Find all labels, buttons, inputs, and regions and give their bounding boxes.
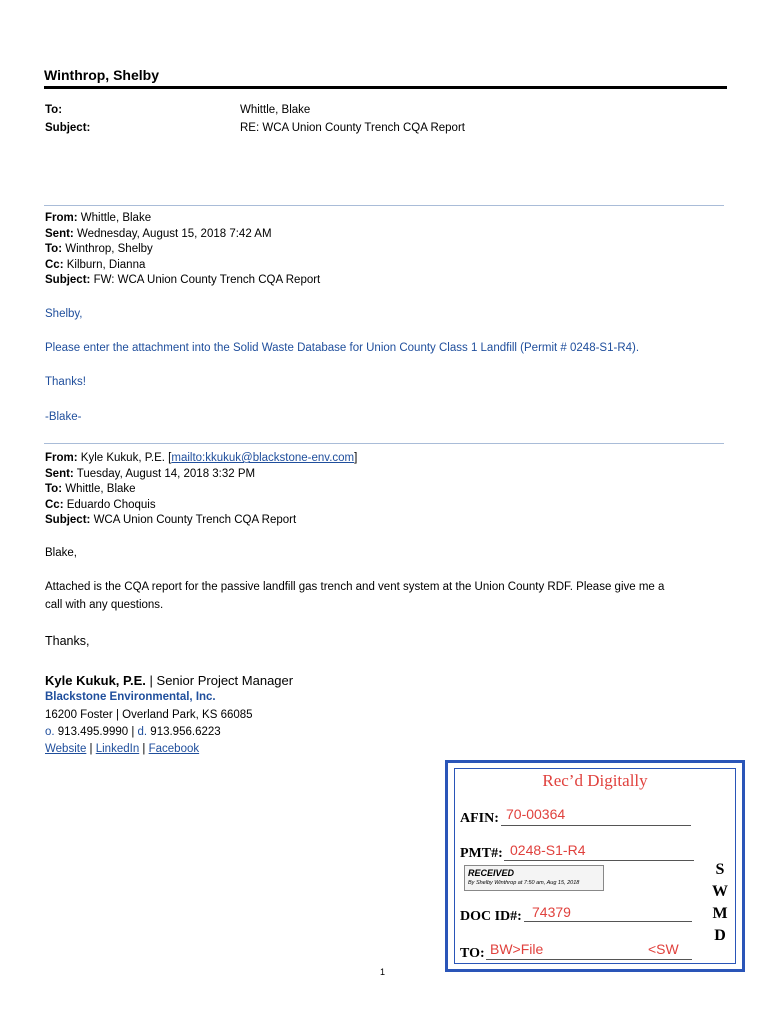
fw-from: Whittle, Blake bbox=[80, 212, 152, 224]
fw-to-label: To: bbox=[45, 243, 63, 255]
orig-cc-label: Cc: bbox=[45, 498, 64, 511]
fw-sent-label: Sent: bbox=[45, 227, 74, 240]
header-rule bbox=[44, 86, 727, 89]
received-box bbox=[464, 865, 604, 891]
divider-original bbox=[44, 443, 724, 444]
orig-sent: Tuesday, August 14, 2018 3:32 PM bbox=[76, 467, 256, 480]
link-sep-1: | bbox=[86, 743, 96, 755]
subject-label: Subject: bbox=[45, 122, 91, 134]
fw-body: Please enter the attachment into the Solid Waste Database for Union County Class 1 Landfill (Permit # 0248-S1-R4). bbox=[45, 342, 640, 354]
stamp-title: Rec’d Digitally bbox=[542, 771, 648, 790]
received-title: RECEIVED bbox=[468, 868, 515, 878]
fw-to: Winthrop, Shelby bbox=[65, 243, 153, 255]
fw-from-label: From: bbox=[45, 212, 78, 224]
orig-body-line1: Attached is the CQA report for the passive landfill gas trench and vent system at the Union County RDF. Please give me a bbox=[45, 581, 665, 593]
swmd-w: W bbox=[712, 883, 728, 900]
orig-from-name: Kyle Kukuk, P.E. [ bbox=[80, 452, 172, 464]
fw-subject-label: Subject: bbox=[45, 274, 91, 286]
website-link[interactable]: Website bbox=[45, 743, 87, 755]
orig-to-label: To: bbox=[45, 483, 63, 495]
page-number: 1 bbox=[380, 967, 386, 977]
pmt-label: PMT#: bbox=[460, 846, 503, 861]
signature-title: | Senior Project Manager bbox=[145, 673, 294, 688]
orig-sent-label: Sent: bbox=[45, 467, 74, 480]
signature-name-line bbox=[45, 673, 293, 688]
fw-greeting: Shelby, bbox=[45, 308, 83, 320]
original-header bbox=[45, 451, 357, 529]
to-value: Whittle, Blake bbox=[240, 104, 311, 116]
forward-header bbox=[45, 211, 320, 289]
orig-cc: Eduardo Choquis bbox=[66, 498, 156, 511]
swmd-d: D bbox=[714, 927, 726, 944]
afin-line bbox=[501, 825, 691, 826]
link-sep-2: | bbox=[139, 743, 149, 755]
to-stamp-label: TO: bbox=[460, 946, 485, 961]
office-label: o. bbox=[45, 726, 55, 738]
pmt-value: 0248-S1-R4 bbox=[510, 842, 586, 858]
docid-label: DOC ID#: bbox=[460, 909, 522, 924]
to-label: To: bbox=[45, 104, 63, 116]
fw-subject: FW: WCA Union County Trench CQA Report bbox=[93, 274, 321, 286]
docid-value: 74379 bbox=[532, 904, 571, 920]
to-stamp-value-2: <SW bbox=[648, 941, 679, 957]
facebook-link[interactable]: Facebook bbox=[148, 743, 200, 755]
orig-mailto-link[interactable]: mailto:kkukuk@blackstone-env.com bbox=[171, 452, 355, 464]
pmt-line bbox=[504, 860, 694, 861]
afin-label: AFIN: bbox=[460, 811, 499, 826]
subject-value: RE: WCA Union County Trench CQA Report bbox=[240, 122, 465, 134]
divider-forward bbox=[44, 205, 724, 206]
orig-from-label: From: bbox=[45, 452, 78, 464]
orig-subject-label: Subject: bbox=[45, 514, 91, 526]
orig-subject: WCA Union County Trench CQA Report bbox=[93, 514, 297, 526]
fw-signoff: -Blake- bbox=[45, 411, 82, 423]
received-sub: By Shelby Winthrop at 7:50 am, Aug 15, 2018 bbox=[468, 880, 580, 886]
signature-company: Blackstone Environmental, Inc. bbox=[45, 691, 216, 703]
signature-address: 16200 Foster | Overland Park, KS 66085 bbox=[45, 709, 253, 721]
direct-label: d. bbox=[137, 726, 148, 738]
fw-thanks: Thanks! bbox=[45, 376, 86, 388]
to-stamp-value: BW>File bbox=[490, 941, 544, 957]
received-stamp bbox=[445, 760, 745, 972]
office-phone: 913.495.9990 | bbox=[54, 726, 138, 738]
swmd-m: M bbox=[712, 905, 728, 922]
swmd-letters bbox=[710, 859, 730, 947]
linkedin-link[interactable]: LinkedIn bbox=[95, 743, 140, 755]
docid-line bbox=[524, 921, 692, 922]
fw-sent: Wednesday, August 15, 2018 7:42 AM bbox=[76, 227, 272, 240]
signature-phones bbox=[45, 726, 221, 738]
fw-cc: Kilburn, Dianna bbox=[66, 258, 146, 271]
orig-body-line2: call with any questions. bbox=[45, 599, 164, 611]
sender-name: Winthrop, Shelby bbox=[44, 67, 159, 83]
orig-thanks: Thanks, bbox=[45, 634, 90, 648]
fw-cc-label: Cc: bbox=[45, 258, 64, 271]
to-stamp-line bbox=[486, 959, 692, 960]
signature-links bbox=[45, 743, 199, 755]
orig-greeting: Blake, bbox=[45, 547, 77, 559]
signature-name: Kyle Kukuk, P.E. bbox=[45, 673, 146, 688]
direct-phone: 913.956.6223 bbox=[147, 726, 221, 738]
afin-value: 70-00364 bbox=[506, 806, 566, 822]
swmd-s: S bbox=[715, 861, 725, 878]
orig-from-close: ] bbox=[354, 452, 358, 464]
orig-to: Whittle, Blake bbox=[65, 483, 136, 495]
